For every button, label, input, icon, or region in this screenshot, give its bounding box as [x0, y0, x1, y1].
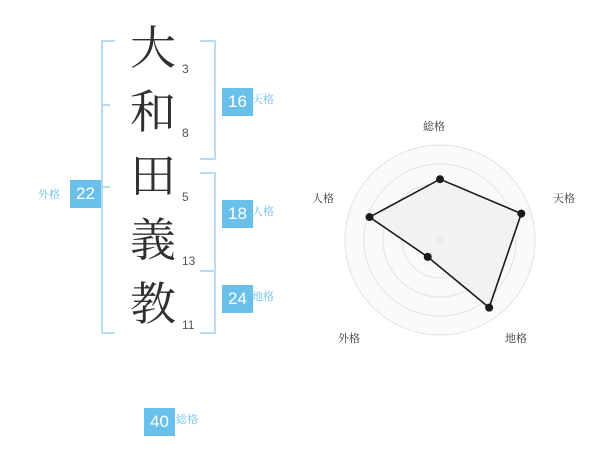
radar-point — [436, 175, 444, 183]
gaikaku-bracket-tick — [101, 104, 110, 106]
radar-point — [485, 304, 493, 312]
jinkaku-value: 18 — [222, 200, 253, 228]
kanji-stroke-count: 11 — [182, 318, 195, 332]
radar-point — [517, 210, 525, 218]
kanji-column — [130, 16, 196, 336]
tenkaku-bracket-top — [200, 40, 214, 42]
chikaku-value: 24 — [222, 285, 253, 313]
axis-label-chikaku: 地格 — [505, 333, 527, 345]
axis-label-soukaku: 総格 — [423, 121, 445, 133]
tenkaku-bracket-bottom — [200, 158, 214, 160]
kanji-cell — [130, 16, 190, 80]
kanji-cell — [130, 272, 195, 336]
tenkaku-label: 天格 — [252, 94, 274, 106]
name-panel — [0, 0, 300, 470]
axis-label-jinkaku: 人格 — [312, 193, 334, 205]
kanji-cell — [130, 144, 190, 208]
jinkaku-bracket-top — [200, 172, 214, 174]
kanji-cell — [130, 80, 190, 144]
soukaku-value: 40 — [144, 408, 175, 436]
kanji-character: 教 — [130, 277, 176, 331]
kanji-stroke-count: 3 — [182, 62, 189, 76]
gaikaku-label: 外格 — [38, 189, 60, 201]
tenkaku-value: 16 — [222, 88, 253, 116]
kanji-character: 和 — [130, 85, 176, 139]
gaikaku-bracket-bottom — [101, 332, 115, 334]
kanji-stroke-count: 8 — [182, 126, 189, 140]
kanji-stroke-count: 13 — [182, 254, 196, 268]
gaikaku-bracket-tick2 — [101, 186, 110, 188]
jinkaku-bracket-bottom — [200, 270, 214, 272]
kanji-cell — [130, 208, 196, 272]
axis-label-gaikaku: 外格 — [338, 333, 360, 345]
jinkaku-label: 人格 — [252, 206, 274, 218]
kanji-character: 大 — [130, 21, 176, 75]
soukaku-label: 総格 — [176, 414, 198, 426]
gaikaku-value: 22 — [70, 180, 101, 208]
chikaku-bracket-bottom — [200, 332, 214, 334]
kanji-character: 田 — [130, 149, 176, 203]
tenkaku-bracket-vertical — [214, 40, 216, 160]
radar-point — [366, 213, 374, 221]
chikaku-label: 地格 — [252, 291, 274, 303]
gaikaku-bracket-top — [101, 40, 115, 42]
radar-chart — [300, 0, 600, 470]
axis-label-tenkaku: 天格 — [553, 193, 575, 205]
kanji-stroke-count: 5 — [182, 190, 189, 204]
radar-point — [424, 253, 432, 261]
chikaku-bracket-vertical — [214, 176, 216, 334]
kanji-character: 義 — [130, 213, 176, 267]
radar-chart-svg — [300, 0, 600, 470]
